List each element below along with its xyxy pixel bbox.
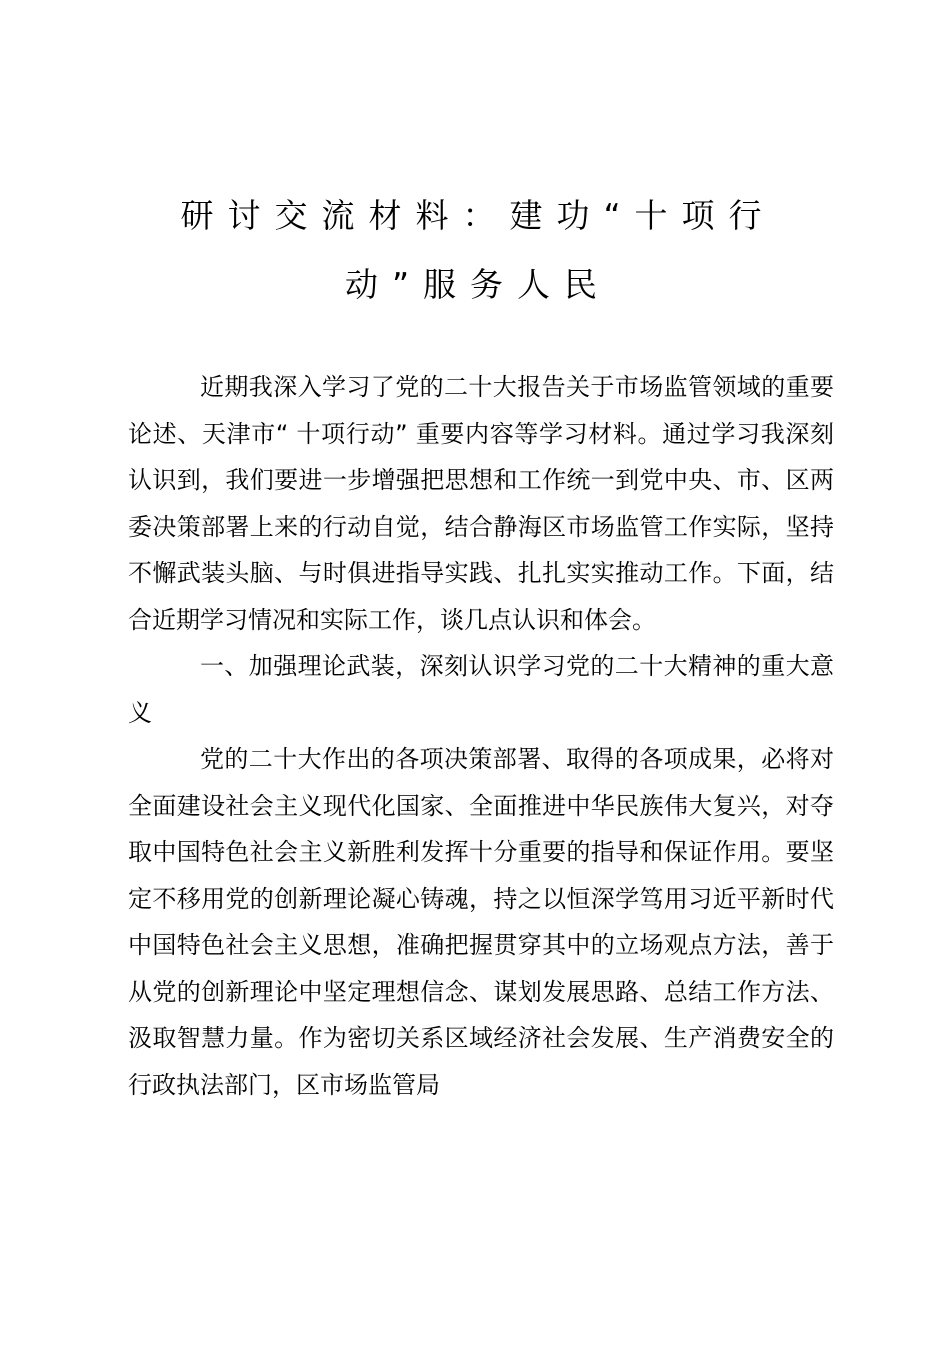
document-title-line-2: 动”服务人民	[344, 265, 612, 304]
paragraph-section-1: 党的二十大作出的各项决策部署、取得的各项成果，必将对全面建设社会主义现代化国家、全面推进中华民族伟大复兴，对夺取中国特色社会主义新胜利发挥十分重要的指导和保证作用。要坚定不移用党的创新理论凝心铸魂，持之以恒深学笃用习近平新时代中国特色社会主义思想，准确把握贯穿其中的立场观点方法，善于从党的创新理论中坚定理想信念、谋划发展思路、总结工作方法、汲取智慧力量。作为密切关系区域经济社会发展、生产消费安全的行政执法部门，区市场监管局	[128, 745, 834, 1099]
document-body	[128, 364, 834, 1108]
section-heading-1: 一、加强理论武装，深刻认识学习党的二十大精神的重大意义	[128, 652, 834, 727]
paragraph-intro: 近期我深入学习了党的二十大报告关于市场监管领域的重要论述、天津市“ 十项行动” 重要内容等学习材料。通过学习我深刻认识到，我们要进一步增强把思想和工作统一到党中央、市、区两委决策部署上来的行动自觉，结合静海区市场监管工作实际，坚持不懈武装头脑、与时俱进指导实践、扎扎实实推动工作。下面，结合近期学习情况和实际工作，谈几点认识和体会。	[128, 373, 834, 634]
document-title-line-1: 研讨交流材料：建功“十项行	[180, 196, 776, 235]
